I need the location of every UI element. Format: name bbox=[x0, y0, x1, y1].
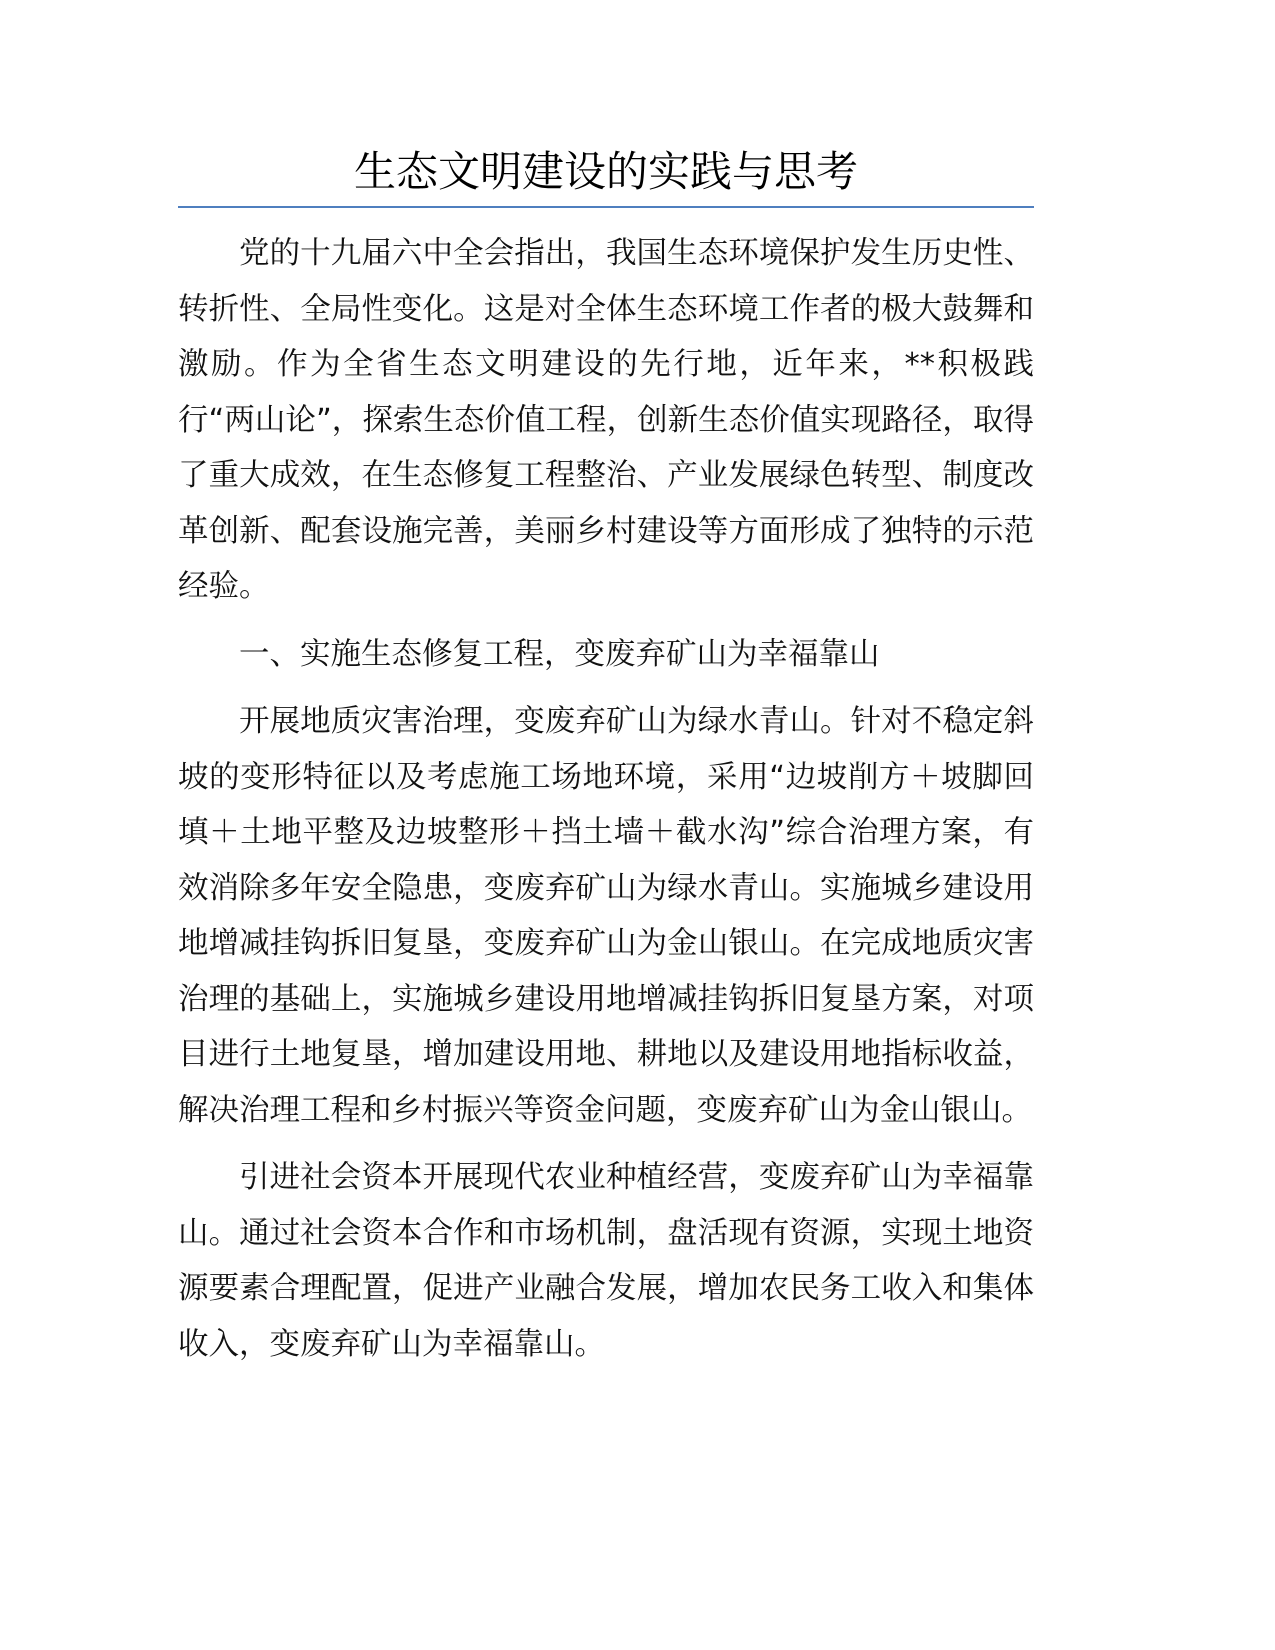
paragraph-social-capital: 引进社会资本开展现代农业种植经营，变废弃矿山为幸福靠山。通过社会资本合作和市场机制，盘活现有资源，实现土地资源要素合理配置，促进产业融合发展，增加农民务工收入和集体收入，变废弃矿山为幸福靠山。 bbox=[178, 1160, 1034, 1362]
document-title: 生态文明建设的实践与思考 bbox=[353, 147, 858, 196]
document-body bbox=[178, 226, 1034, 1384]
title-underline-divider bbox=[178, 206, 1034, 208]
section-heading-1: 一、实施生态修复工程，变废弃矿山为幸福靠山 bbox=[239, 636, 880, 672]
paragraph-geological-remediation: 开展地质灾害治理，变废弃矿山为绿水青山。针对不稳定斜坡的变形特征以及考虑施工场地环境，采用“边坡削方＋坡脚回填＋土地平整及边坡整形＋挡土墙＋截水沟”综合治理方案，有效消除多年安全隐患，变废弃矿山为绿水青山。实施城乡建设用地增减挂钩拆旧复垦，变废弃矿山为金山银山。在完成地质灾害治理的基础上，实施城乡建设用地增减挂钩拆旧复垦方案，对项目进行土地复垦，增加建设用地、耕地以及建设用地指标收益，解决治理工程和乡村振兴等资金问题，变废弃矿山为金山银山。 bbox=[178, 704, 1034, 1128]
paragraph-intro: 党的十九届六中全会指出，我国生态环境保护发生历史性、转折性、全局性变化。这是对全体生态环境工作者的极大鼓舞和激励。作为全省生态文明建设的先行地，近年来，**积极践行“两山论”，探索生态价值工程，创新生态价值实现路径，取得了重大成效，在生态修复工程整治、产业发展绿色转型、制度改革创新、配套设施完善，美丽乡村建设等方面形成了独特的示范经验。 bbox=[178, 236, 1034, 604]
